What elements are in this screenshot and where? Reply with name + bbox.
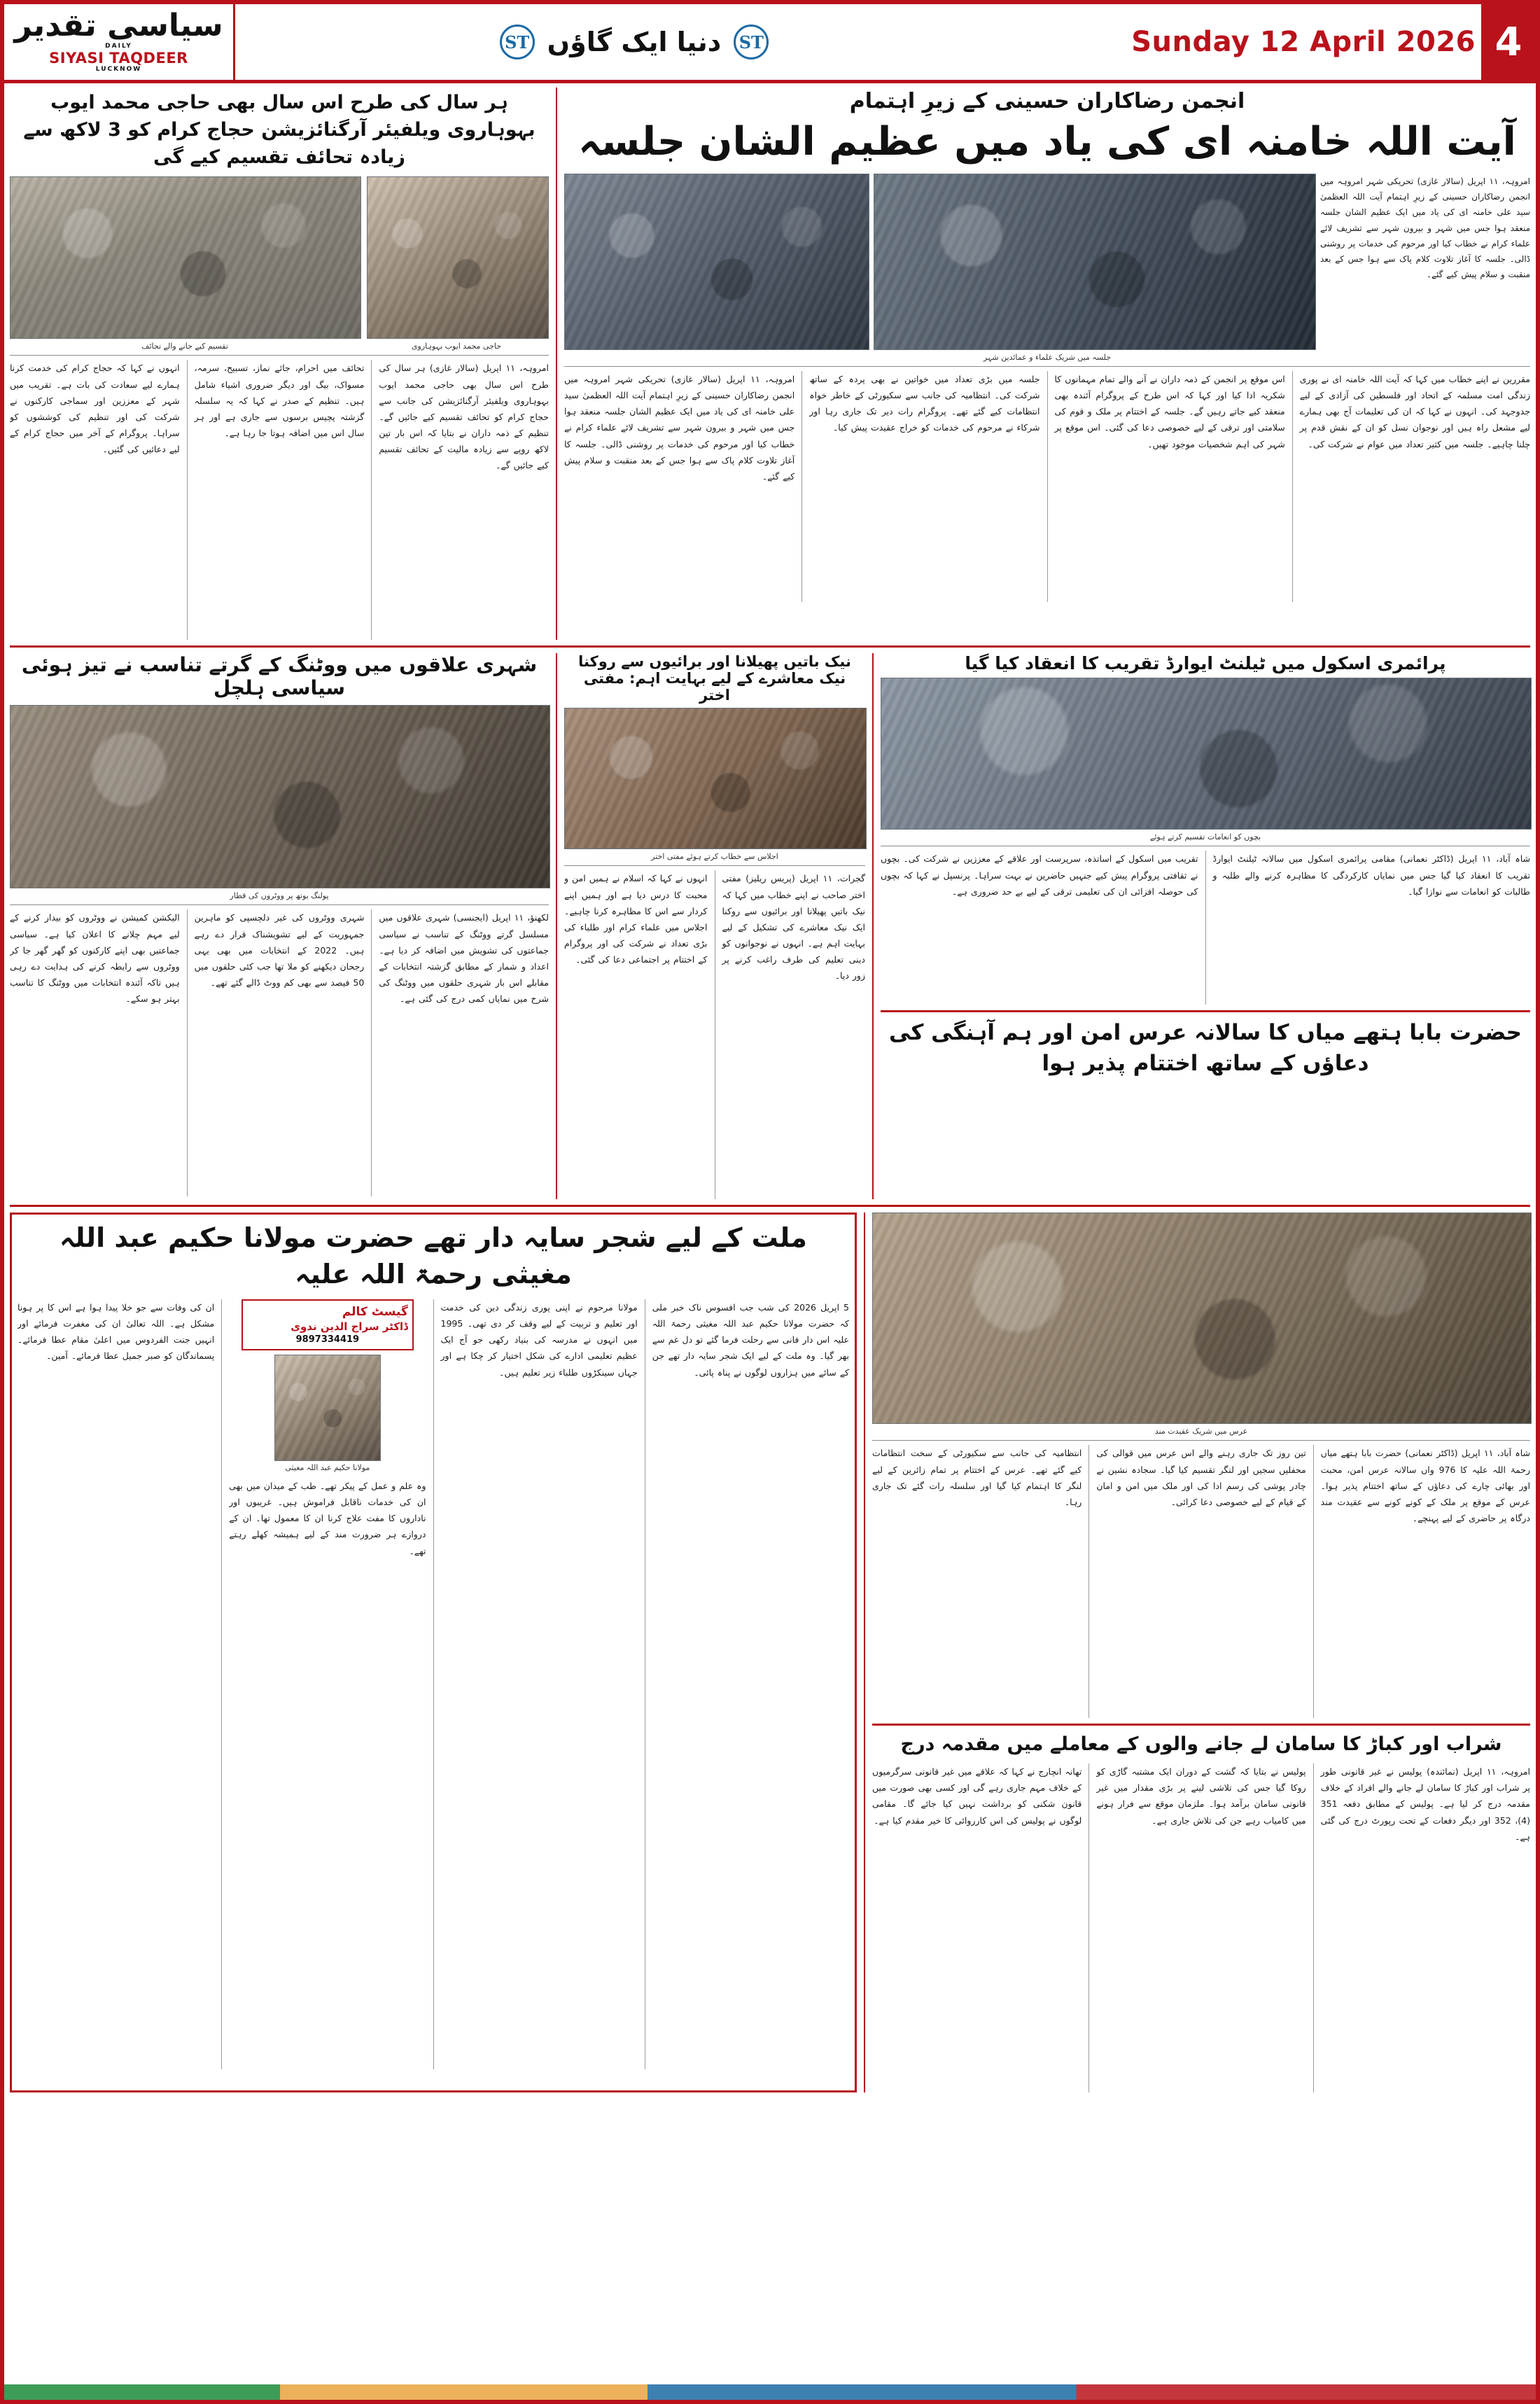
middle-zone	[10, 653, 1530, 1199]
lead-photo-right	[874, 174, 1316, 350]
logo-english-city: LUCKNOW	[95, 66, 142, 74]
good-words-headline: نیک باتیں پھیلانا اور برائیوں سے روکنا نیک معاشرے کے لیے بہایت اہم: مفتی اختر	[578, 653, 851, 704]
welfare-col-1: امروہہ، ١١ اپریل (سالار غازی) ہر سال کی طرح اس سال بھی حاجی محمد ایوب بہوہاروی ویلفیئر آرگنائزیشن کی جانب سے حجاج کرام کو تحائف تقسیم کیے جائیں گے۔ تنظیم کے ذمہ داران نے بتایا کہ اس بار تین لاکھ روپے سے زیادہ مالیت کے تحائف تقسیم کیے جائیں گے۔	[379, 363, 549, 471]
logo-english-daily: DAILY	[105, 43, 132, 50]
guest-column-label: گیسٹ کالم	[342, 1305, 408, 1320]
urs-caption: عرس میں شریک عقیدت مند	[1154, 1427, 1248, 1437]
awards-headline: پرائمری اسکول میں ٹیلنٹ ایوارڈ تقریب کا انعقاد کیا گیا	[965, 653, 1446, 674]
urs-photo	[872, 1213, 1532, 1424]
lead-col-3: جلسہ میں بڑی تعداد میں خواتین نے بھی پردہ کے ساتھ شرکت کی۔ انتظامیہ کی جانب سے سکیورٹی کے خاطر خواہ انتظامات کیے گئے تھے۔ پروگرام رات دیر تک جاری رہا اور شرکاء نے مرحوم کی خدمات کو خراج عقیدت پیش کیا۔	[809, 374, 1040, 433]
welfare-caption-left: تقسیم کیے جانے والے تحائف	[141, 342, 228, 351]
top-zone	[10, 88, 1530, 640]
author-photo	[274, 1355, 381, 1461]
page-number: 4	[1481, 4, 1536, 80]
voting-headline: شہری علاقوں میں ووٹنگ کے گرتے تناسب نے تیز ہوئی سیاسی ہلچل	[21, 653, 538, 700]
awards-photo	[881, 678, 1532, 830]
good-words-photo	[564, 708, 867, 849]
awards-caption: بچوں کو انعامات تقسیم کرتے ہوئے	[1149, 832, 1261, 842]
awards-story	[881, 653, 1530, 1005]
good-words-caption: اجلاس سے خطاب کرتے ہوئے مفتی اختر	[651, 852, 778, 862]
awards-and-urs	[881, 653, 1530, 1199]
column-col-2: مولانا مرحوم نے اپنی پوری زندگی دین کی خدمت اور تعلیم و تربیت کے لیے وقف کر دی تھی۔ 1995 میں انہوں نے مدرسہ کی بنیاد رکھی جو آج ایک عظیم تعلیمی ادارے کی شکل اختیار کر چکا ہے اور جہاں سینکڑوں طلباء زیر تعلیم ہیں۔	[440, 1302, 638, 1378]
footer-color-bar	[4, 2384, 1536, 2400]
voting-col-2: شہری ووٹروں کی غیر دلچسپی کو ماہرین جمہوریت کے لیے تشویشناک قرار دے رہے ہیں۔ 2022 کے انتخابات میں بھی یہی رجحان دیکھنے کو ملا تھا جب کئی حلقوں میں 50 فیصد سے بھی کم ووٹ ڈالے گئے تھے۔	[194, 912, 365, 988]
good-words-story	[564, 653, 865, 1199]
urs-col-1: شاہ آباد، ١١ اپریل (ڈاکٹر نعمانی) حضرت بابا ہتھے میاں رحمۃ اللہ علیہ کا 976 واں سالانہ عرس امن، محبت اور بھائی چارے کی دعاؤں کے ساتھ اختتام پذیر ہوا۔ عرس کے موقع پر ملک کے کونے کونے سے عقیدت مند درگاہ پر حاضری کے لیے پہنچے۔	[1320, 1448, 1530, 1523]
guest-column-badge	[241, 1299, 414, 1350]
urs-col-3: انتظامیہ کی جانب سے سکیورٹی کے سخت انتظامات کیے گئے تھے۔ عرس کے اختتام پر تمام زائرین کے لیے لنگر کا اہتمام کیا گیا اور سلسلہ رات گئے تک جاری رہا۔	[872, 1448, 1082, 1507]
lead-kicker: انجمن رضاکاران حسینی کے زیرِ اہتمام	[849, 89, 1245, 113]
column-col-3-wrap	[229, 1299, 426, 2069]
logo-urdu-text: سیاسی تقدیر	[14, 8, 223, 44]
column-headline: ملت کے لیے شجر سایہ دار تھے حضرت مولانا حکیم عبد اللہ مغیثی رحمۃ اللہ علیہ	[59, 1222, 807, 1290]
column-col-1: 5 اپریل 2026 کی شب جب افسوس ناک خبر ملی کہ حضرت مولانا حکیم عبد اللہ مغیثی رحمۃ اللہ علیہ اس دار فانی سے رحلت فرما گئے تو دل غم سے بھر گیا۔ وہ ملت کے لیے ایک شجر سایہ دار تھے جن کے سائے میں ہزاروں لوگوں نے پناہ پائی۔	[652, 1302, 849, 1378]
column-col-3: وہ علم و عمل کے پیکر تھے۔ طب کے میدان میں بھی ان کی خدمات ناقابل فراموش ہیں۔ غریبوں اور ناداروں کا مفت علاج کرنا ان کا معمول تھا۔ ان کے دروازے ہر ضرورت مند کے لیے ہمیشہ کھلے رہتے تھے۔	[229, 1481, 426, 1556]
awards-col-2: تقریب میں اسکول کے اساتذہ، سرپرست اور علاقے کے معززین نے شرکت کی۔ بچوں نے ثقافتی پروگرام پیش کیے جنہیں حاضرین نے بہت سراہا۔ پرنسپل نے کہا کہ بچوں کی حوصلہ افزائی ان کی تعلیمی ترقی کے لیے بے حد ضروری ہے۔	[881, 853, 1198, 897]
welfare-caption-right: حاجی محمد ایوب بہوہاروی	[411, 342, 502, 351]
welfare-headline: ہر سال کی طرح اس سال بھی حاجی محمد ایوب بہوہاروی ویلفیئر آرگنائزیشن حجاج کرام کو 3 لاکھ سے زیادہ تحائف تقسیم کیے گی	[23, 92, 536, 169]
lead-side-text	[1320, 174, 1530, 350]
fir-col-1: امروہہ، ١١ اپریل (نمائندہ) پولیس نے غیر قانونی طور پر شراب اور کباڑ کا سامان لے جانے والے افراد کے خلاف مقدمہ درج کر لیا ہے۔ پولیس کے مطابق دفعہ 351 (4)، 352 اور دیگر دفعات کے تحت رپورٹ درج کی گئی ہے۔	[1320, 1766, 1530, 1842]
section-divider-1	[10, 645, 1530, 648]
page-body	[4, 83, 1536, 2092]
welfare-col-2: تحائف میں احرام، جائے نماز، تسبیح، سرمہ، مسواک، بیگ اور دیگر ضروری اشیاء شامل ہیں۔ تنظیم کے صدر نے کہا کہ یہ سلسلہ گزشتہ پچیس برسوں سے جاری ہے اور ہر سال اس میں اضافہ ہوتا جا رہا ہے۔	[194, 363, 365, 438]
masthead-center	[235, 4, 1033, 80]
lead-col-1: مقررین نے اپنے خطاب میں کہا کہ آیت اللہ خامنہ ای نے پوری زندگی امت مسلمہ کے اتحاد اور فلسطین کی آزادی کے لیے جدوجہد کی۔ انہوں نے کہا کہ ان کی تعلیمات آج بھی ہمارے لیے مشعل راہ ہیں اور نوجوان نسل کو ان کے نقش قدم پر چلنا چاہیے۔ جلسہ میں کثیر تعداد میں عوام نے شرکت کی۔	[1299, 374, 1530, 449]
good-words-col-2: انہوں نے کہا کہ اسلام نے ہمیں امن و محبت کا درس دیا ہے اور ہمیں اپنے کردار سے اس کا مظاہرہ کرنا چاہیے۔ اجلاس میں علماء کرام اور طلباء کی بڑی تعداد نے شرکت کی اور پروگرام کے اختتام پر اجتماعی دعا کی گئی۔	[564, 873, 708, 965]
author-photo-caption: مولانا حکیم عبد اللہ مغیثی	[285, 1463, 370, 1473]
lead-headline: آیت اللہ خامنہ ای کی یاد میں عظیم الشان جلسہ	[578, 119, 1516, 165]
voting-photo	[10, 705, 550, 888]
lead-col-side: امروہہ، ١١ اپریل (سالار غازی) تحریکی شہر امروہہ میں انجمن رضاکاران حسینی کے زیرِ اہتمام آیت اللہ العظمیٰ سید علی خامنہ ای کی یاد میں ایک عظیم الشان جلسہ منعقد ہوا جس میں شہر و بیرون شہر سے تشریف لائے علماء کرام نے خطاب کیا اور مرحوم کی خدمات پر روشنی ڈالی۔ جلسہ کا آغاز تلاوت کلام پاک سے ہوا جس کے بعد منقبت و سلام پیش کیے گئے۔	[1320, 176, 1530, 280]
urs-col-2: تین روز تک جاری رہنے والے اس عرس میں قوالی کی محفلیں سجیں اور لنگر تقسیم کیا گیا۔ سجادہ نشین نے چادر پوشی کی رسم ادا کی اور ملک میں امن و امان کے قیام کے لیے خصوصی دعا کرائی۔	[1096, 1448, 1306, 1507]
masthead-logo	[4, 4, 235, 80]
lead-story	[564, 88, 1530, 640]
urs-headline: حضرت بابا ہتھے میاں کا سالانہ عرس امن اور ہم آہنگی کی دعاؤں کے ساتھ اختتام پذیر ہوا	[888, 1020, 1522, 1076]
voting-col-1: لکھنؤ، ١١ اپریل (ایجنسی) شہری علاقوں میں مسلسل گرتے ووٹنگ کے تناسب نے سیاسی جماعتوں کی تشویش میں اضافہ کر دیا ہے۔ اعداد و شمار کے مطابق گزشتہ انتخابات کے مقابلے اس بار شہری حلقوں میں ووٹنگ کی شرح میں نمایاں کمی درج کی گئی ہے۔	[379, 912, 549, 1005]
issue-date: Sunday 12 April 2026	[1131, 26, 1476, 58]
awards-col-1: شاہ آباد، ١١ اپریل (ڈاکٹر نعمانی) مقامی پرائمری اسکول میں سالانہ ٹیلنٹ ایوارڈ تقریب کا انعقاد کیا گیا جس میں نمایاں کارکردگی کا مظاہرہ کرنے والے طلبہ و طالبات کو انعامات سے نوازا گیا۔	[1212, 853, 1530, 897]
masthead-tagline: دنیا ایک گاؤں	[547, 27, 722, 57]
emblem-left-icon: ST	[500, 25, 535, 60]
voting-caption: پولنگ بوتھ پر ووٹروں کی قطار	[230, 891, 329, 901]
logo-english-name: SIYASI TAQDEER	[49, 49, 188, 67]
lead-col-2: اس موقع پر انجمن کے ذمہ داران نے آنے والے تمام مہمانوں کا شکریہ ادا کیا اور کہا کہ اس طرح کے پروگرام آئندہ بھی منعقد کیے جاتے رہیں گے۔ جلسہ کے اختتام پر ملک و قوم کی سلامتی اور ترقی کے لیے خصوصی دعا کی گئی۔ اس موقع پر شہر کی اہم شخصیات موجود تھیں۔	[1054, 374, 1285, 449]
guest-column-phone: 9897334419	[295, 1334, 360, 1346]
lead-col-4: امروہہ، ١١ اپریل (سالار غازی) تحریکی شہر امروہہ میں انجمن رضاکاران حسینی کے زیرِ اہتمام آیت اللہ العظمیٰ سید علی خامنہ ای کی یاد میں ایک عظیم الشان جلسہ منعقد ہوا جس میں شہر و بیرون شہر سے تشریف لائے علماء کرام نے خطاب کیا اور مرحوم کی خدمات پر روشنی ڈالی۔ جلسہ کا آغاز تلاوت کلام پاک سے ہوا جس کے بعد منقبت و سلام پیش کیے گئے۔	[564, 374, 795, 482]
column-col-4: ان کی وفات سے جو خلا پیدا ہوا ہے اس کا پر ہونا مشکل ہے۔ اللہ تعالیٰ ان کی مغفرت فرمائے اور انہیں جنت الفردوس میں اعلیٰ مقام عطا فرمائے۔ پسماندگان کو صبر جمیل عطا فرمائے۔ آمین۔	[18, 1302, 215, 1362]
welfare-story	[10, 88, 549, 640]
masthead	[4, 4, 1536, 83]
lead-photo-left	[564, 174, 869, 350]
lead-photo-caption: جلسہ میں شریک علماء و عمائدین شہر	[983, 353, 1112, 362]
guest-column-author: ڈاکٹر سراج الدین ندوی	[290, 1320, 408, 1334]
good-words-col-1: گجرات، ١١ اپریل (پریس ریلیز) مفتی اختر صاحب نے اپنے خطاب میں کہا کہ نیک باتیں پھیلانا اور برائیوں سے روکنا ایک نیک معاشرے کی تشکیل کے لیے بہایت اہم ہے۔ انہوں نے نوجوانوں کو دینی تعلیم کی طرف راغب کرنے پر زور دیا۔	[722, 873, 865, 981]
section-divider-2	[10, 1205, 1530, 1207]
welfare-col-3: انہوں نے کہا کہ حجاج کرام کی خدمت کرنا ہمارے لیے سعادت کی بات ہے۔ تقریب میں شہر کے معززین اور سماجی کارکنوں نے شرکت کی اور تنظیم کی کوششوں کو سراہا۔ پروگرام کے آخر میں حجاج کرام کے لیے دعائیں کی گئیں۔	[10, 363, 180, 455]
logo-english	[49, 43, 188, 74]
bottom-zone	[10, 1213, 1530, 2092]
emblem-right-icon: ST	[734, 25, 769, 60]
fir-headline: شراب اور کباڑ کا سامان لے جانے والوں کے معاملے میں مقدمہ درج	[900, 1733, 1502, 1756]
masthead-right	[1033, 4, 1481, 80]
guest-column-story	[10, 1213, 857, 2092]
urs-and-fir	[872, 1213, 1530, 2092]
voting-story	[10, 653, 549, 1199]
welfare-photo-gifts	[10, 176, 361, 339]
welfare-photo-portrait	[367, 176, 549, 339]
fir-col-3: تھانہ انچارج نے کہا کہ علاقے میں غیر قانونی سرگرمیوں کے خلاف مہم جاری رہے گی اور کسی بھی صورت میں قانون شکنی کو برداشت نہیں کیا جائے گا۔ مقامی لوگوں نے پولیس کی اس کارروائی کا خیر مقدم کیا ہے۔	[872, 1766, 1082, 1826]
voting-col-3: الیکشن کمیشن نے ووٹروں کو بیدار کرنے کے لیے مہم چلانے کا اعلان کیا ہے۔ سیاسی جماعتیں بھی اپنے کارکنوں کو گھر گھر جا کر ووٹروں سے رابطہ کرنے کی ہدایت دے رہی ہیں تاکہ آئندہ انتخابات میں ووٹنگ کا تناسب بہتر ہو سکے۔	[10, 912, 180, 1005]
fir-col-2: پولیس نے بتایا کہ گشت کے دوران ایک مشتبہ گاڑی کو روکا گیا جس کی تلاشی لینے پر بڑی مقدار میں غیر قانونی سامان برآمد ہوا۔ ملزمان موقع سے فرار ہونے میں کامیاب رہے جن کی تلاش جاری ہے۔	[1096, 1766, 1306, 1826]
